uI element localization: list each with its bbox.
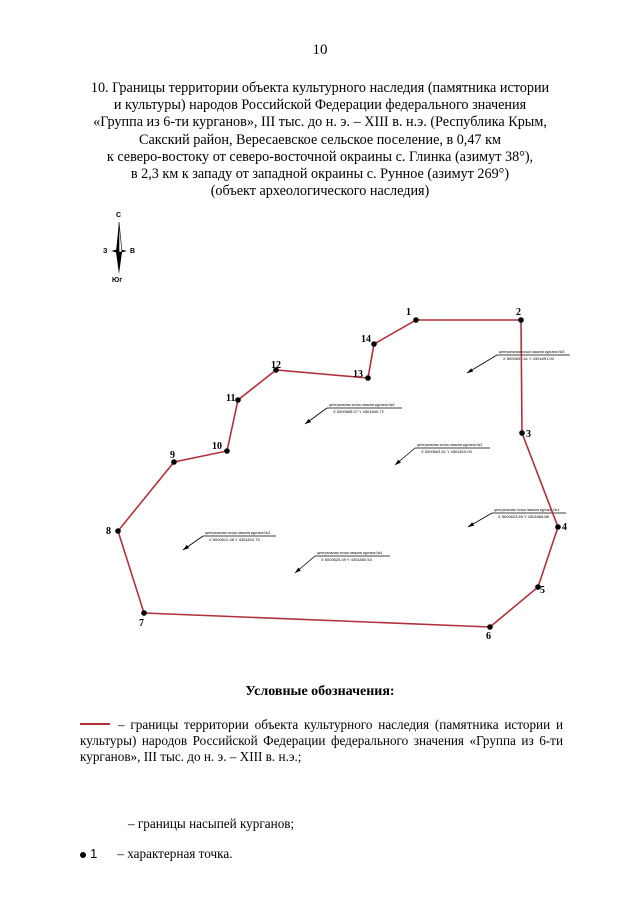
point-marker — [519, 430, 525, 436]
point-marker — [555, 524, 561, 530]
title-line: «Группа из 6-ти курганов», III тыс. до н. э. – XIII в. н.э. (Республика Крым, — [93, 114, 547, 131]
legend-boundary-text: – границы территории объекта культурного наследия (памятника истории и культуры) народов Российской Федерации федерального значения «Группа из 6-ти курганов», III тыс. до н. э. – XIII в. н.э.; — [80, 717, 563, 764]
kurgan-label: центральная точка насыпи кургана №1 — [494, 508, 560, 512]
kurgan-markers — [183, 350, 570, 573]
point-number-label: 5 — [540, 585, 545, 596]
point-marker — [371, 341, 377, 347]
legend-boundary-item — [80, 717, 563, 765]
kurgan-label: центральная точка насыпи кургана №2 — [417, 443, 483, 447]
point-number-label: 7 — [139, 618, 144, 629]
compass-north-label: С — [116, 212, 122, 219]
legend-point-text: – характерная точка. — [117, 846, 233, 861]
compass-south-label: Юг — [112, 277, 123, 284]
point-number-label: 10 — [212, 441, 222, 452]
point-marker — [487, 624, 493, 630]
kurgan-label: центральная точка насыпи кургана №4 — [317, 551, 383, 555]
kurgan-marker — [305, 403, 402, 424]
kurgan-marker — [183, 531, 276, 550]
compass-arrow-icon — [100, 212, 140, 292]
point-marker — [115, 528, 121, 534]
kurgan-coordinates: X 5000612.48 Y 4301810.70 — [209, 537, 260, 542]
boundary-swatch-icon — [80, 723, 110, 725]
point-number-label: 2 — [516, 307, 521, 318]
point-number-label: 4 — [562, 522, 567, 533]
compass-rose — [100, 212, 140, 292]
legend-point-symbol: 1 — [90, 846, 98, 861]
point-number-label: 12 — [271, 360, 281, 371]
point-marker — [141, 610, 147, 616]
title-line: 10. Границы территории объекта культурного наследия (памятника истории — [90, 80, 550, 96]
point-marker — [224, 448, 230, 454]
kurgan-coordinates: X 5000691.61 Y 4301891.00 — [503, 356, 554, 361]
legend-kurgan-item: – границы насыпей курганов; — [128, 816, 295, 831]
kurgan-coordinates: X 5000623.69 Y 4301866.88 — [498, 514, 549, 519]
point-number-label: 8 — [106, 526, 111, 537]
kurgan-label: центральная точка насыпи кургана №5 — [499, 350, 565, 354]
page-number: 10 — [312, 42, 328, 58]
title-line: и культуры) народов Российской Федерации федерального значения — [113, 97, 527, 114]
kurgan-marker — [395, 443, 490, 465]
point-marker — [235, 397, 241, 403]
point-number-label: 13 — [353, 369, 363, 380]
point-number-label: 3 — [526, 429, 531, 440]
kurgan-coordinates: X 5000625.49 Y 4301850.54 — [321, 557, 372, 562]
boundary-line — [118, 320, 558, 627]
document-title — [60, 80, 580, 200]
characteristic-points — [106, 307, 567, 642]
compass-west-label: З — [103, 248, 108, 255]
kurgan-coordinates: X 5000663.61 Y 4301810.00 — [421, 449, 472, 454]
point-dot-icon — [80, 852, 86, 858]
boundary-plan — [0, 300, 640, 645]
point-number-label: 11 — [226, 393, 236, 404]
title-line: в 2,3 км к западу от западной окраины с. Рунное (азимут 269°) — [130, 166, 510, 183]
point-marker — [365, 375, 371, 381]
point-number-label: 1 — [406, 307, 411, 318]
title-line: Сакский район, Вересаевское сельское поселение, в 0,47 км — [139, 131, 501, 148]
point-number-label: 9 — [170, 450, 175, 461]
kurgan-marker — [467, 350, 570, 373]
kurgan-label: центральная точка насыпи кургана №6 — [329, 403, 395, 407]
point-marker — [413, 317, 419, 323]
kurgan-marker — [295, 551, 390, 573]
legend-point-item — [80, 846, 233, 862]
kurgan-coordinates: X 5000685.07 Y 4301840.72 — [333, 409, 384, 414]
title-line: (объект археологического наследия) — [210, 183, 430, 200]
compass-east-label: В — [130, 248, 136, 255]
kurgan-label: центральная точка насыпи кургана №3 — [205, 531, 271, 535]
point-marker — [518, 317, 524, 323]
point-number-label: 6 — [486, 631, 491, 642]
point-number-label: 14 — [361, 334, 371, 345]
title-line: к северо-востоку от северо-восточной окраины с. Глинка (азимут 38°), — [106, 148, 534, 165]
legend-heading: Условные обозначения: — [245, 684, 395, 699]
